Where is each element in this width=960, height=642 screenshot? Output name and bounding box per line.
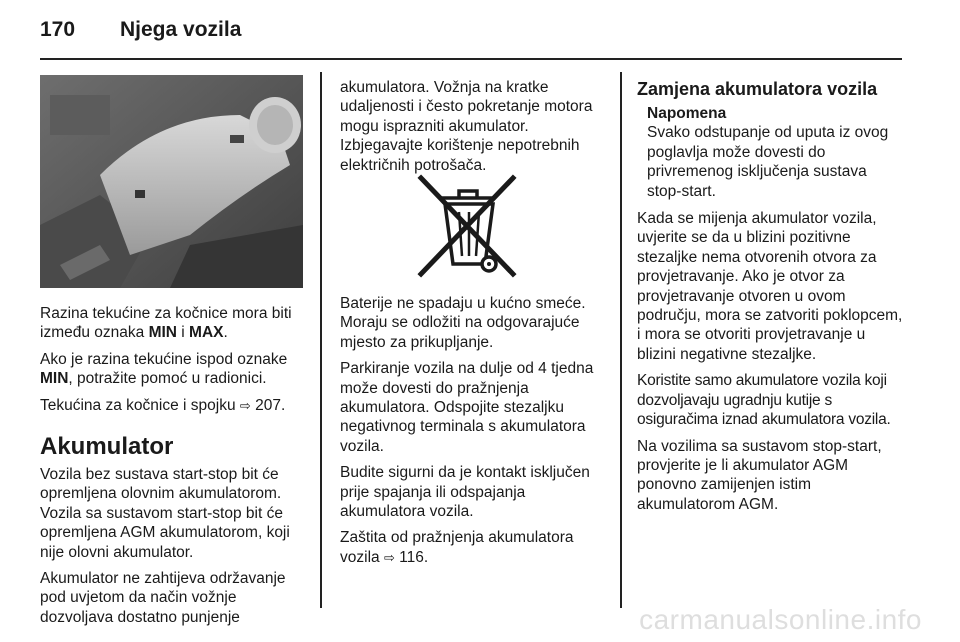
battery-paragraph-3: akumulatora. Vožnja na kratke udaljenosti i često pokretanje motora mogu isprazniti akumulator. Izbjegavajte korištenje nepotrebnih električnih potrošača. [340,79,593,174]
replacement-paragraph-3: Na vozilima sa sustavom stop-start, provjerite je li akumulator AGM ponovno zamijenjen istim akumulatorom AGM. [637,437,882,513]
header-rule [40,58,902,60]
page-reference-arrow-icon: ⇨ [383,550,395,566]
and-text: i [176,324,190,342]
note-box [647,104,905,201]
column-divider-2 [620,72,622,608]
min-mark: MIN [148,324,177,342]
replacement-paragraph-2: Koristite samo akumulatore vozila koji dozvoljavaju ugradnju kutije s osiguračima iznad akumulatora vozila. [637,372,891,429]
reference-page: 207. [250,396,286,414]
battery-paragraph-2: Akumulator ne zahtijeva održavanje pod uvjetom da način vožnje dozvoljava dostatno punjenje [40,570,286,626]
ignition-paragraph: Budite sigurni da je kontakt isključen prije spajanja ili odspajanja akumulatora vozila. [340,464,590,521]
note-title: Napomena [647,105,727,122]
column-divider-1 [320,72,322,608]
note-text: Svako odstupanje od uputa iz ovog poglavlja može dovesti do privremenog isključenja sustava stop-start. [647,124,889,200]
low-level-text: Ako je razina tekućine ispod oznake [40,350,288,368]
battery-paragraph-1: Vozila bez sustava start-stop bit će opremljena olovnim akumulatorom. Vozila sa sustavom start-stop bit će opremljena AGM akumulatorom, koji nije olovni akumulator. [40,466,290,561]
section-heading-battery: Akumulator [40,433,174,461]
min-mark-2: MIN [40,370,69,388]
column-2-text-bottom [340,294,608,575]
reference-text: Tekućina za kočnice i spojku [40,396,240,414]
fluid-level-paragraph [40,304,308,343]
page-title: Njega vozila [120,18,242,41]
page-reference-arrow-icon: ⇨ [239,398,251,414]
discharge-protection-reference[interactable] [340,528,608,568]
disposal-paragraph: Baterije ne spadaju u kućno smeće. Moraju se odložiti na odgovarajuće mjesto za prikupljanje. [340,295,586,351]
brake-fluid-reservoir-photo [40,75,303,288]
reference-text: Zaštita od pražnjenja akumulatora vozila [340,529,574,566]
parking-paragraph: Parkiranje vozila na dulje od 4 tjedna može dovesti do pražnjenja akumulatora. Odspojite stezaljku negativnog terminala s akumulatora vozila. [340,360,594,455]
replacement-paragraph-1: Kada se mijenja akumulator vozila, uvjerite se da u blizini pozitivne stezaljke nema otvorenih otvora za provjetravanje. Ako je otvor za provjetravanje otvoren u ovom području, mora se zatvoriti poklopcem, i mora se otvoriti provjetravanje u blizini negativne stezaljke. [637,210,903,363]
low-level-text-end: , potražite pomoć u radionici. [68,370,267,388]
fluid-level-text: Razina tekućine za kočnice mora biti između oznaka [40,305,292,342]
subsection-heading-battery-replacement: Zamjena akumulatora vozila [637,79,878,99]
reference-page: 116. [394,548,429,566]
brake-fluid-reference[interactable] [40,396,308,416]
low-level-paragraph [40,350,308,389]
max-mark: MAX [189,324,224,342]
column-2-text-top [340,78,605,182]
page-number: 170 [40,18,76,41]
crossed-out-wheelie-bin-icon [415,174,521,278]
column-3-text [637,78,905,521]
watermark: carmanualsonline.info [639,604,922,635]
page-header [40,18,241,42]
column-1-text [40,304,308,634]
period-text: . [223,324,228,342]
